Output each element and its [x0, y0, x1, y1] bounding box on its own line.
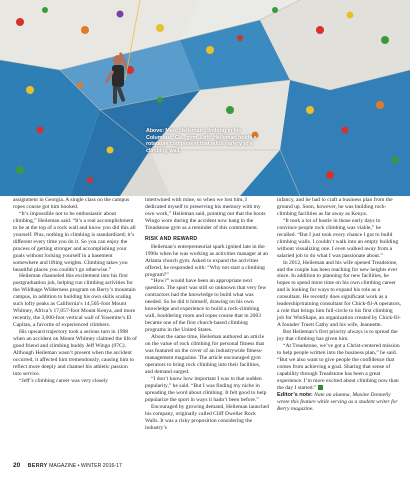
paragraph: intertwined with mine, so when we lost him, I dedicated myself to preserving his memory with my own work,” Heileman said, pointing out that the boots Wingo wore during the accident now hang in the Treadstone gym as a reminder of this commitment. — [145, 197, 266, 231]
paragraph: “I don’t know how important I was to that sudden popularity,” he said. “But I was finding my niche in spreading the word about climbing. It felt good to help popularize the sport in ways it hadn’t been before.” — [145, 375, 267, 403]
page-number: 20 — [13, 462, 21, 469]
closing-quote-text: “At Treadstone, we’ve got a Christ-centered mission to help people written into the business plan,” he said. “But we also want to give people the confidence that comes from achieving a goal. Sharing that sense of capability through Treadstone has been a great experience. I’m more excited about climbing now than the day I started.” — [277, 343, 400, 391]
paragraph: “It took a lot of hustle in those early days to convince people rock climbing was viable,” he recalled. “But I just took every chance I got to build climbing walls. I couldn’t walk into an empty building without visualizing one. I even walked away from a salaried job to do what I was passionate about.” — [277, 217, 399, 259]
article-column-3 — [277, 197, 401, 413]
photo-caption: Above: Marc Heileman climbing in his Columbus, Ga., gym. Left: Heileman holds a rotatable component that adds variety to a climbing wall. — [146, 128, 257, 154]
page-footer — [13, 462, 122, 469]
paragraph: Heileman channeled this excitement into his first postgraduation job, helping run climbing activities for the Wildhage Wilderness program on Berry’s mountain campus, in addition to building his own skills scaling such lofty peaks as California’s 14,505-foot Mount Whitney, Africa’s 17,057-foot Mount Kenya, and more recently, the 3,000-foot vertical wall of Yosemite’s El Capitan, a favorite of experienced climbers. — [13, 273, 136, 329]
magazine-brand: BERRY — [27, 463, 48, 469]
editor-note — [277, 392, 401, 413]
climbing-gym-photo — [0, 0, 410, 196]
paragraph: “It’s impossible not to be enthusiastic about climbing,” Heileman said. “It’s a real accomplishment to be at the top of a rock wall and know you did this all yourself. Plus, nothing in climbing is standardized; it’s different every time you do it. So you can enjoy the process of getting stronger and accomplishing your goals without locking yourself in a basement somewhere and lifting weights. Climbing takes you beautiful places you couldn’t go otherwise.” — [13, 210, 136, 273]
climbing-wall-illustration — [0, 0, 410, 196]
paragraph: assignment in Georgia. A single class on the campus ropes course got him hooked. — [13, 197, 130, 210]
paragraph: “Jeff’s climbing career was very closely — [19, 377, 109, 384]
paragraph: infancy, and he had to craft a business plan from the ground up. Soon, however, he was building rock-climbing facilities as far away as Kenya. — [277, 197, 393, 217]
paragraph: Encouraged by growing demand, Heileman launched his company, originally called Cliff Dweller Rock Walls. It was a risky proposition considering the industry’s — [145, 403, 269, 431]
editor-note-text: Nate an alumna, Maxine Donnelly wrote this feature while serving as a student writer for Berry magazine. — [277, 391, 398, 412]
section-heading: RISK AND REWARD — [145, 235, 198, 242]
end-of-article-icon — [318, 385, 323, 390]
paragraph: “How?” would have been an appropriate next question. The sport was still so unknown that very few contractors had the knowledge to build what was needed. So he did it himself, drawing on his own knowledge and experience to build a rock-climbing wall, bouldering room and ropes course that in 2003 became one of the first church-based climbing programs in the United States. — [145, 278, 267, 334]
paragraph: About the same time, Heileman authored an article on the value of rock climbing for personal fitness that was featured on the cover of an industrywide fitness-management magazine. The article encouraged gym operators to bring rock climbing into their facilities, and demand surged. — [145, 334, 265, 375]
paragraph: But Heileman’s first priority always is to spread the joy that climbing has given him. — [277, 329, 398, 343]
article-column-1 — [13, 197, 137, 385]
issue-label: MAGAZINE • WINTER 2016-17 — [49, 463, 122, 469]
paragraph: In 2012, Heileman and his wife opened Treadstone, and the couple has been reaching for new heights ever since. In addition to planning for new facilities, he hopes to spend more time on his own climbing career and is looking for ways to expand his role as a consultant. He recently does significant work as a leadership/training consultant for Chick-fil-A operators, a role that brings him full-circle to his first climbing job for WinShape, an organization created by Chick-fil-A founder Truett Cathy and his wife, Jeannette. — [277, 259, 402, 329]
paragraph: His upward trajectory took a serious turn in 1998 when an accident on Mount Whitney claimed the life of good friend and climbing buddy Jeff Wingo (97C). Although Heileman wasn’t present when the accident occurred, it affected him tremendously, causing him to reflect more deeply and channel his athletic passion into service. — [13, 329, 137, 377]
paragraph — [277, 343, 401, 392]
editor-note-label: Editor’s note: — [277, 391, 313, 398]
paragraph: Heileman’s entrepreneurial spark ignited late in the 1990s when he was working as activities manager at an Atlanta church gym. Asked to expand the activities offered, he responded with: “Why not start a climbing program?” — [145, 243, 269, 278]
article-column-2 — [145, 197, 269, 431]
